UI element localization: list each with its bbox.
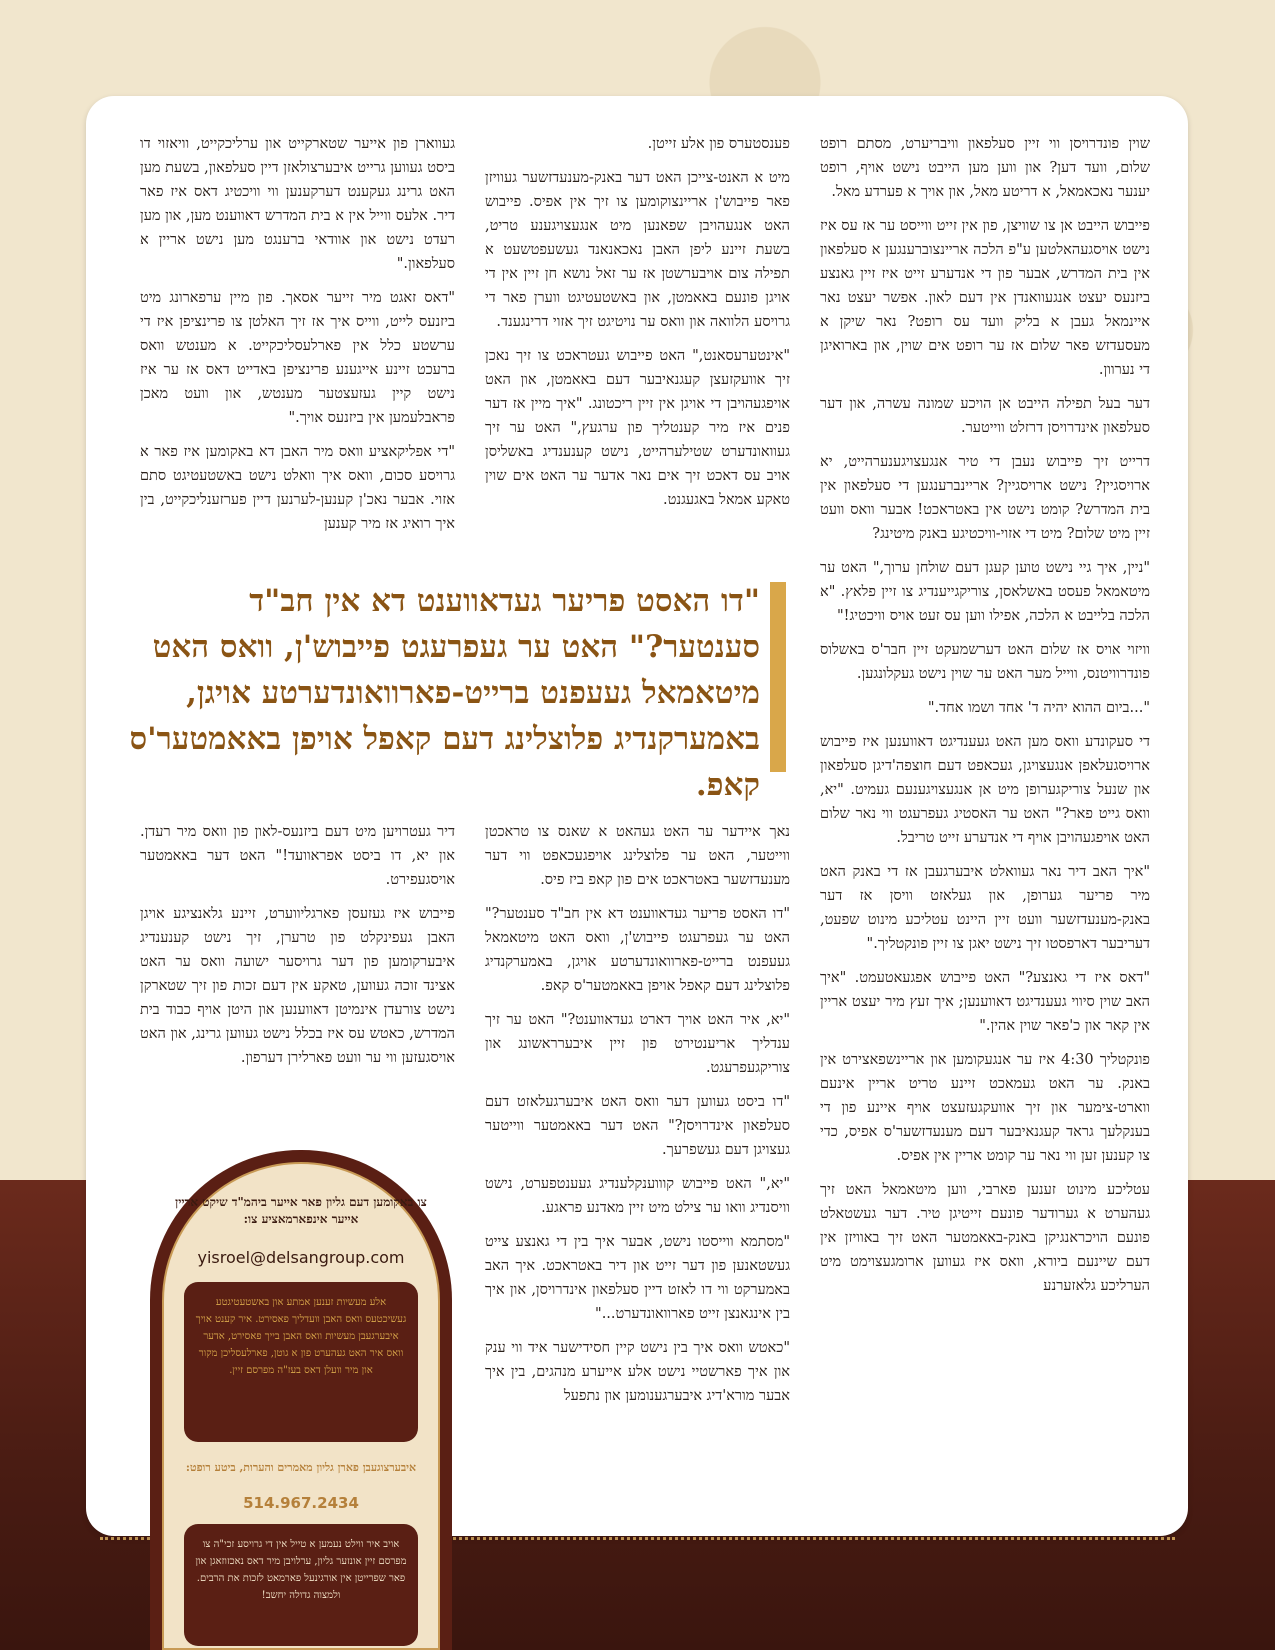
subscription-ad — [150, 1150, 452, 1650]
paragraph: פונקטליך 4:30 איז ער אנגעקומען און אריינשפאצירט אין באנק. ער האט געמאכט זיינע טריט אריין אינעם ווארט-צימער און זיך אוועקגעזעצט אויף איינע פון די בענקלעך גראד קעגנאיבער דעם מענעדזשער'ס אפיס, כדי צו קענען זען ווי נאר ער קומט אריין אין אפיס. — [820, 1052, 1150, 1164]
article-column-middle-bottom — [485, 820, 790, 1418]
ad-phone[interactable]: 514.967.2434 — [243, 1494, 359, 1512]
paragraph: "דו האסט פריער געדאווענט דא אין חב"ד סענטער?" האט ער געפרעגט פייבוש'ן, וואס האט מיטאמאל געעפנט ברייט-פארוואונדערטע אויגן, באמערקנדיג פלוצלינג דעם קאפל אויפן באאמטער'ס קאפ. — [485, 906, 790, 994]
paragraph: "אינטערעסאנט," האט פייבוש געטראכט צו זיך נאכן זיך אוועקזעצן קעגנאיבער דעם באאמטן, און האט אויפגעהויבן די אויגן אין זיין ריכטונג. "איך מיין אז דער פנים איז מיר קענטליך פון ערגעץ," האט ער זיך געוואונדערט שטילערהייט, נישט קענענדיג באשליסן אויב עס דאכט זיך אים נאר אדער ער האט אים שוין טאקע אמאל באגעגנט. — [485, 348, 790, 508]
paragraph: "ניין, איך גיי נישט טוען קעגן דעם שולחן ערוך," האט ער מיטאמאל פעסט באשלאסן, צוריקגייענדיג צו זיין פלאץ. "א הלכה בלייבט א הלכה, אפילו ווען עס זעט אויס וויכטיג!" — [820, 560, 1150, 624]
paragraph: פענסטערס פון אלע זייטן. — [647, 136, 790, 152]
paragraph: "איך האב דיר נאר געוואלט איבערגעבן אז די באנק האט מיר פריער גערופן, און געלאזט וויסן אז דער באנק-מענעדזשער וועט זיין היינט עטליכע מינוט שפעט, דעריבער דארפסטו זיך נישט יאגן צו זיין פונקטליך." — [820, 864, 1150, 952]
paragraph: "דאס איז די גאנצע?" האט פייבוש אפגעאטעמט. "איך האב שוין סיווי געענדיגט דאווענען; איך זעץ מיר יעצט אריין אין קאר און כ'פאר שוין אהין." — [820, 970, 1150, 1034]
paragraph: פייבוש איז געזעסן פארגליווערט, זיינע גלאנציגע אויגן האבן געפינקלט פון טרערן, זיך נישט קענענדיג איבערקומען פון דער גרויסער ישועה וואס ער האט אצינד זוכה געווען, טאקע אין דעם זכות פון זיך שטארקן נישט צורעדן אינמיטן דאווענען און היטן אויף כבוד בית המדרש, כאטש עס איז בכלל נישט געווען גרינג, און האט אויסגעזען ווי ער וועט פארלירן דערפון. — [140, 906, 455, 1066]
paragraph: "יא," האט פייבוש קוווענקלענדיג געענטפערט, נישט וויסנדיג וואו ער צילט מיט זיין מאדנע פראגע. — [485, 1176, 790, 1216]
paragraph: געווארן פון אייער שטארקייט און ערליכקייט, וויאזוי דו ביסט געווען גרייט איבערצולאזן דיין סעלפאון, בשעת מען האט גרינג געקענט דערקענען ווי וויכטיג דאס איז פאר דיר. אלעס ווייל אין א בית המדרש דאווענט מען, און מען רעדט נישט און אוודאי ברענגט מען נישט אריין א סעלפאון." — [140, 136, 455, 272]
ad-stories-box: אלע מעשיות זענען אמתע און באשטעטיגטע געשיכטעס וואס האבן וועדליך פאסירט. איר קענט אויך איבערגעבן מעשיות וואס האבן בייך פאסירט, אדער וואס איר האט געהערט פון א גוטן, פארלעסליכן מקור און מיר וועלן דאס בעז"ה מפרסם זיין. — [184, 1282, 418, 1442]
paragraph: "דאס זאגט מיר זייער אסאך. פון מיין ערפארונג מיט ביזנעס לייט, ווייס איך אז זיך האלטן צו פרינציפן איז די ערשטע כלל אין פארלעסליכקייט. א מענטש וואס ברעכט זיינע אייגענע פרינציפן באדייט דאס אז ער איז נישט קיין געזעצטער מענטש, און וועט מאכן פראבלעמען אין ביזנעס אויך." — [140, 290, 455, 426]
paragraph: "כאטש וואס איך בין נישט קיין חסידישער איד ווי ענק און איך פארשטיי נישט אלע אייערע מנהגים, בין איך אבער מורא'דיג איבערגענומען און נתפעל — [485, 1340, 790, 1404]
paragraph: שוין פונדרויסן ווי זיין סעלפאון וויבריערט, מסתם רופט שלום, וועד דען? און ווען מען הייבט נישט אויף, רופט יענער נאכאמאל, א דריטע מאל, און אויך א פערדע מאל. — [820, 136, 1150, 200]
paragraph: "...ביום ההוא יהיה ד' אחד ושמו אחד." — [927, 700, 1150, 716]
paragraph: מיט א האנט-צייכן האט דער באנק-מענעדזשער געוויזן פאר פייבוש'ן אריינצוקומען צו זיך אין אפיס. פייבוש האט אנגעהויבן שפאנען מיט אנגעצויגענע טריט, בשעת זיינע ליפן האבן נאכאנאנד געשעפטשעט א תפילה צום אויבערשטן אז ער זאל נושא חן זיין אין די אויגן פונעם באאמטן, און באשטעטיגט ווערן פאר די גרויסע הלוואה און וואס ער נויטיגט זיך אזוי דרינגענד. — [485, 170, 790, 330]
ad-email[interactable]: yisroel@delsangroup.com — [197, 1248, 405, 1267]
paragraph: "מסתמא ווייסטו נישט, אבער איך בין די גאנצע צייט געשטאנען פון דער זייט און דיר באטראכט. איך האב באמערקט ווי דו לאזט דיין סעלפאון אינדרויסן, און איך בין אינגאנצן זייט פארוואונדערט..." — [485, 1234, 790, 1322]
paragraph: עטליכע מינוט זענען פארבי, ווען מיטאמאל האט זיך געהערט א גערודער פונעם זייטיגן טיר. דער געשטאלט פונעם הויכראנגיקן באנק-באאמטער האט זיך באוויזן אין דעם שיינעם ביורא, וואס איז געווען ארומגעצוימט מיט הערליכע גלאזערנע — [820, 1182, 1150, 1294]
paragraph: "יא, איר האט אויך דארט געדאווענט?" האט ער זיך ענדליך אריענטירט פון זיין איבערראשונג און צוריקגעפרעגט. — [485, 1012, 790, 1076]
paragraph: "די אפליקאציע וואס מיר האבן דא באקומען איז פאר א גרויסע סכום, וואס איך וואלט נישט באשטעטיגט סתם אזוי. אבער נאכ'ן קענען-לערנען דיין פערזענליכקייט, בין איך רואיג אז מיר קענען — [140, 444, 455, 532]
article-column-left-top — [140, 132, 455, 546]
pull-quote: "דו האסט פריער געדאווענט דא אין חב"ד סענטער?" האט ער געפרעגט פייבוש'ן, וואס האט מיטאמאל געעפנט ברייט-פארוואונדערטע אויגן, באמערקנדיג פלוצלינג דעם קאפל אויפן באאמטער'ס קאפ. — [129, 583, 760, 803]
paragraph: דרייט זיך פייבוש נעבן די טיר אנגעצויגענערהייט, יא ארויסגיין? נישט ארויסגיין? אריינברענגען די סעלפאון אין בית המדרש? קומט נישט אין באטראכט! אבער וואס וועט זיין מיט שלום? מיט די אזוי-וויכטיגע באנק מיטינג? — [820, 454, 1150, 542]
paragraph: "דו ביסט געווען דער וואס האט איבערגעלאזט דעם סעלפאון אינדרויסן?" האט דער באאמטער ווייטער געצויגן דעם געשפרעך. — [485, 1094, 790, 1158]
article-column-right — [820, 132, 1150, 1308]
ad-inner-panel — [162, 1162, 440, 1650]
paragraph: וויזוי אויס אז שלום האט דערשמעקט זיין חבר'ס באשלוס פונדרוויטנס, ווייל מער האט ער שוין נישט געקלונגען. — [820, 642, 1150, 682]
paragraph: נאך איידער ער האט געהאט א שאנס צו טראכטן ווייטער, האט ער פלוצלינג אויפגעכאפט ווי דער מענעדזשער באטראכט אים פון קאפ ביז פיס. — [485, 824, 790, 888]
article-column-left-bottom — [140, 820, 455, 1080]
article-column-middle-top — [485, 132, 790, 522]
paragraph: די סעקונדע וואס מען האט געענדיגט דאווענען איז פייבוש ארויסגעלאפן אנגעצויגן, געכאפט דעם חוצפה'דיגן סעלפאון און שנעל צוריקגערופן מיט אן אנגעצויגענעם געמיט. "יא, וואס גייט פאר?" האט ער האסטיג געפרעגט ווי נאר שלום האט אויפגעהויבן אויף די אנדערע זייט טריבל. — [820, 734, 1150, 846]
ad-dedication-box: אויב איר ווילט נעמען א טייל אין די גרויסע זכי"ה צו מפרסם זיין אונזער גליון, ערלויבן מיר דאס נאכזוזאגן און פאר שפרייטן אין אורגינעל פארמאט לזכות את הרבים. ולמצוה גדולה יחשב! — [184, 1524, 418, 1646]
paragraph: דיר געטרויען מיט דעם ביזנעס-לאון פון וואס מיר רעדן. און יא, דו ביסט אפראוועד!" האט דער באאמטער אויסגעפירט. — [140, 824, 455, 888]
paragraph: פייבוש הייבט אן צו שוויצן, פון אין זייט ווייסט ער אז עס איז נישט אויסגעהאלטען ע"פ הלכה אריינצוברענגען א סעלפאון אין בית המדרש, אבער פון די אנדערע זייט איז זיין גאנצע ביזנעס יעצט אנגעוואנדן אין דעם לאון. אפשר יעצט נאר איינמאל געבן א בליק וועד עס רופט? נאר שיקן א מעסעדזש פאר שלום אז ער רופט אים שוין, און בארואיגן די נערוון. — [820, 218, 1150, 378]
pull-quote-bar — [770, 582, 786, 772]
ad-call-text: איבערצוגעבן פארן גליון מאמרים והערות, ביטע רופט: — [185, 1461, 417, 1474]
ad-header: צו באקומען דעם גליון פאר אייער ביהמ"ד שיקט אריין אייער אינפארמאציע צו: — [175, 1195, 427, 1226]
paragraph: דער בעל תפילה הייבט אן הויכע שמונה עשרה, און דער סעלפאון אינדרויסן דרזלט ווייטער. — [820, 396, 1150, 436]
